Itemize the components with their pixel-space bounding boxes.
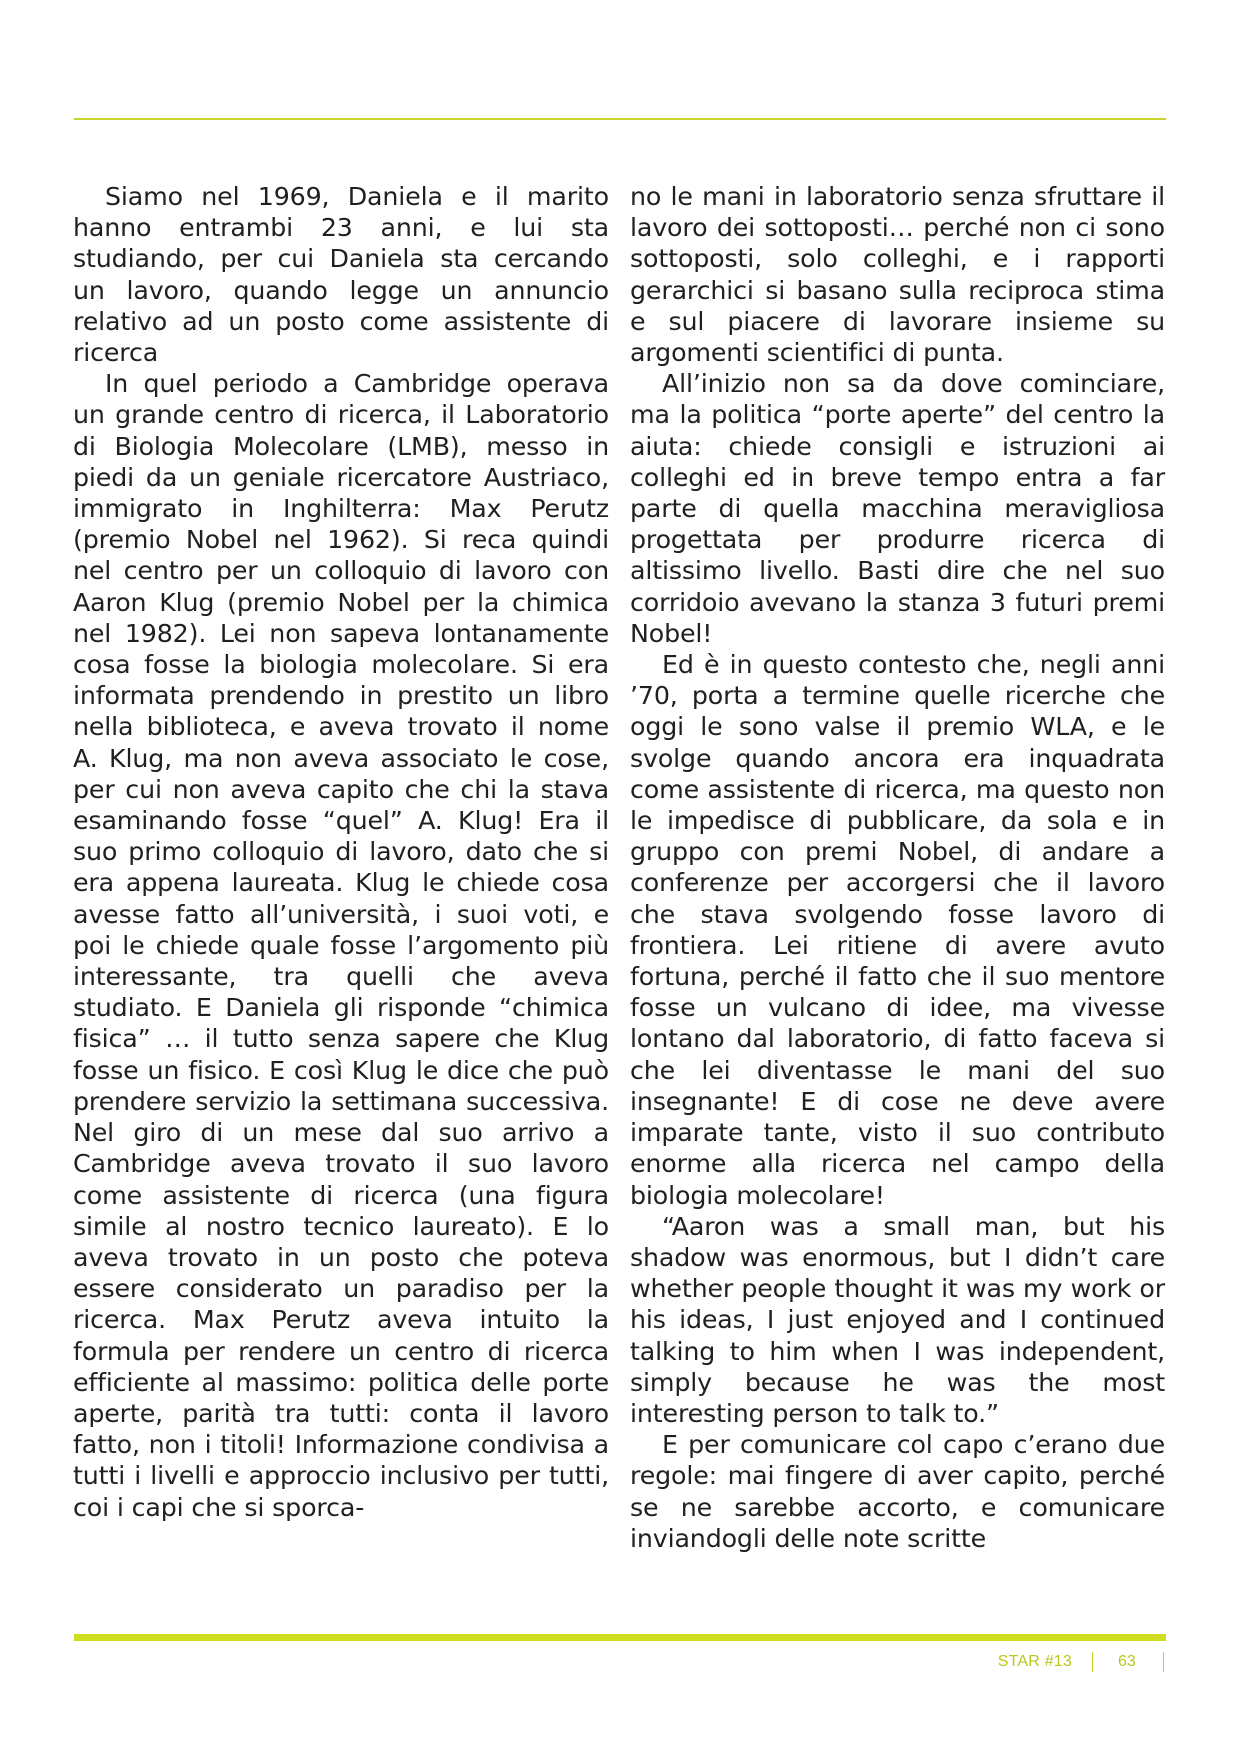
- paragraph-continued: no le mani in laboratorio senza sfruttare il lavoro dei sottoposti… perché non ci sono sottoposti, solo colleghi, e i rapporti gerarchici si basano sulla reciproca stima e sul piacere di lavorare insieme su argomenti scientifici di punta.: [630, 182, 1165, 368]
- paragraph: Ed è in questo contesto che, negli anni ’70, porta a termine quelle ricerche che oggi le sono valse il premio WLA, e le svolge quando ancora era inquadrata come assistente di ricerca, ma questo non le impedisce di pubblicare, da sola e in gruppo con premi Nobel, di andare a conferenze per accorgersi che il lavoro che stava svolgendo fosse lavoro di frontiera. Lei ritiene di avere avuto fortuna, perché il fatto che il suo mentore fosse un vulcano di idee, ma vivesse lontano dal laboratorio, di fatto faceva si che lei diventasse le mani del suo insegnante! E di cose ne deve avere imparate tante, visto il suo contributo enorme alla ricerca nel campo della biologia molecolare!: [630, 650, 1165, 1210]
- right-column: [630, 181, 1165, 1554]
- quote-paragraph: “Aaron was a small man, but his shadow was enormous, but I didn’t care whether people thought it was my work or his ideas, I just enjoyed and I continued talking to him when I was independent, simply because he was the most interesting person to talk to.”: [630, 1211, 1165, 1428]
- paragraph: In quel periodo a Cambridge operava un grande centro di ricerca, il Laboratorio di Biologia Molecolare (LMB), messo in piedi da un geniale ricercatore Austriaco, immigrato in Inghilterra: Max Perutz (premio Nobel nel 1962). Si reca quindi nel centro per un colloquio di lavoro con Aaron Klug (premio Nobel per la chimica nel 1982). Lei non sapeva lontanamente cosa fosse la biologia molecolare. Si era informata prendendo in prestito un libro nella biblioteca, e aveva trovato il nome A. Klug, ma non aveva associato le cose, per cui non aveva capito che chi la stava esaminando fosse “quel” A. Klug! Era il suo primo colloquio di lavoro, dato che si era appena laureata. Klug le chiede cosa avesse fatto all’università, i suoi voti, e poi le chiede quale fosse l’argomento più interessante, tra quelli che aveva studiato. E Daniela gli risponde “chimica fisica” … il tutto senza sapere che Klug fosse un fisico. E così Klug le dice che può prendere servizio la settimana successiva. Nel giro di un mese dal suo arrivo a Cambridge aveva trovato il suo lavoro come assistente di ricerca (una figura simile al nostro tecnico laureato). E lo aveva trovato in un posto che poteva essere considerato un paradiso per la ricerca. Max Perutz aveva intuito la formula per rendere un centro di ricerca efficiente al massimo: politica delle porte aperte, parità tra tutti: conta il lavoro fatto, non i titoli! Informazione condivisa a tutti i livelli e approccio inclusivo per tutti, coi i capi che si sporca-: [73, 369, 609, 1522]
- footer-separator: [1163, 1652, 1164, 1672]
- paragraph: All’inizio non sa da dove cominciare, ma la politica “porte aperte” del centro la aiuta: chiede consigli e istruzioni ai colleghi ed in breve tempo entra a far parte di quella macchina meravigliosa progettata per produrre ricerca di altissimo livello. Basti dire che nel suo corridoio avevano la stanza 3 futuri premi Nobel!: [630, 369, 1165, 648]
- paragraph: Siamo nel 1969, Daniela e il marito hanno entrambi 23 anni, e lui sta studiando, per cui Daniela sta cercando un lavoro, quando legge un annuncio relativo ad un posto come assistente di ricerca: [73, 182, 609, 368]
- footer-separator: [1092, 1652, 1093, 1672]
- magazine-issue: STAR #13: [997, 1653, 1072, 1670]
- left-column: [73, 181, 609, 1523]
- top-divider: [74, 118, 1166, 120]
- bottom-divider: [74, 1634, 1166, 1641]
- page-footer: [0, 1653, 1240, 1679]
- paragraph: E per comunicare col capo c’erano due regole: mai fingere di aver capito, perché se ne sarebbe accorto, e comunicare inviandogli delle note scritte: [630, 1430, 1165, 1553]
- page-number: 63: [1118, 1653, 1136, 1670]
